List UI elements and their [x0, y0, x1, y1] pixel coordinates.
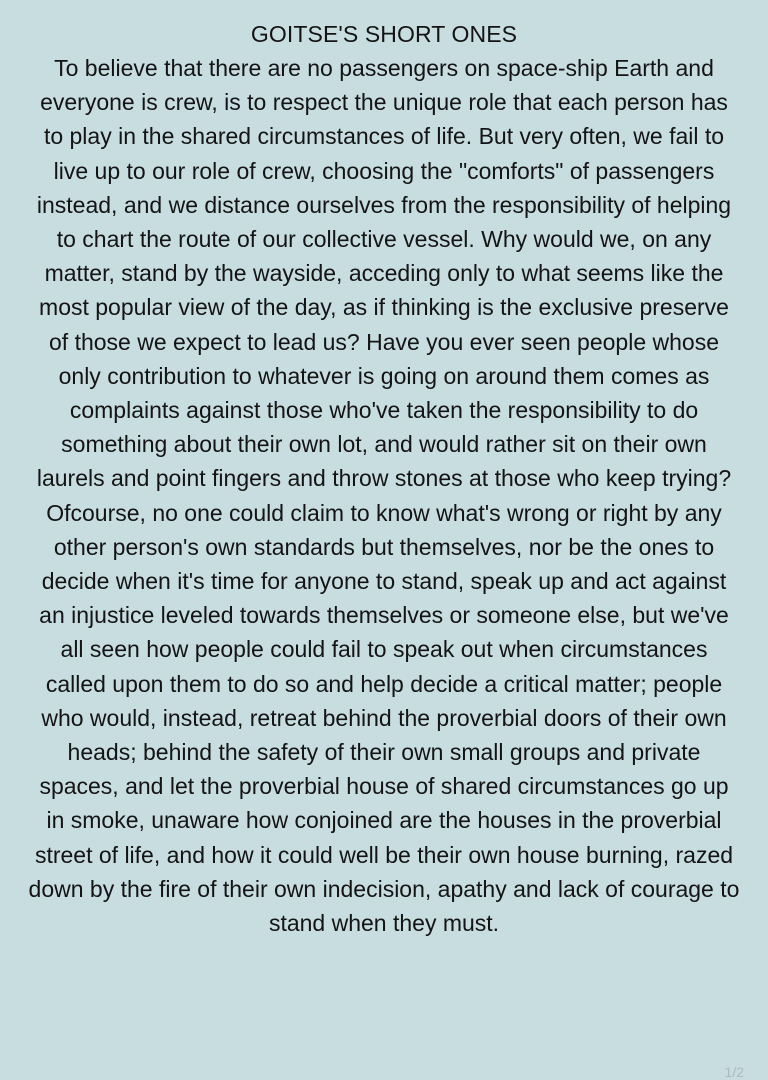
page-counter: 1/2: [724, 1064, 744, 1080]
document-title: GOITSE'S SHORT ONES: [250, 21, 518, 47]
document-body: To believe that there are no passengers on space-ship Earth and everyone is crew, is to respect the unique role that each person has to play in the shared circumstances of life. But very often, we fail to live up to our role of crew, choosing the "comforts" of passengers instead, and we distance ourselves from the responsibility of helping to chart the route of our collective vessel. Why would we, on any matter, stand by the wayside, acceding only to what seems like the most popular view of the day, as if thinking is the exclusive preserve of those we expect to lead us? Have you ever seen people whose only contribution to whatever is going on around them comes as complaints against those who've taken the responsibility to do something about their own lot, and would rather sit on their own laurels and point fingers and throw stones at those who keep trying? Ofcourse, no one could claim to know what's wrong or right by any other person's own standards but themselves, nor be the ones to decide when it's time for anyone to stand, speak up and act against an injustice leveled towards themselves or someone else, but we've all seen how people could fail to speak out when circumstances called upon them to do so and help decide a critical matter; people who would, instead, retreat behind the proverbial doors of their own heads; behind the safety of their own small groups and private spaces, and let the proverbial house of shared circumstances go up in smoke, unaware how conjoined are the houses in the proverbial street of life, and how it could well be their own house burning, razed down by the fire of their own indecision, apathy and lack of courage to stand when they must.: [28, 55, 740, 937]
